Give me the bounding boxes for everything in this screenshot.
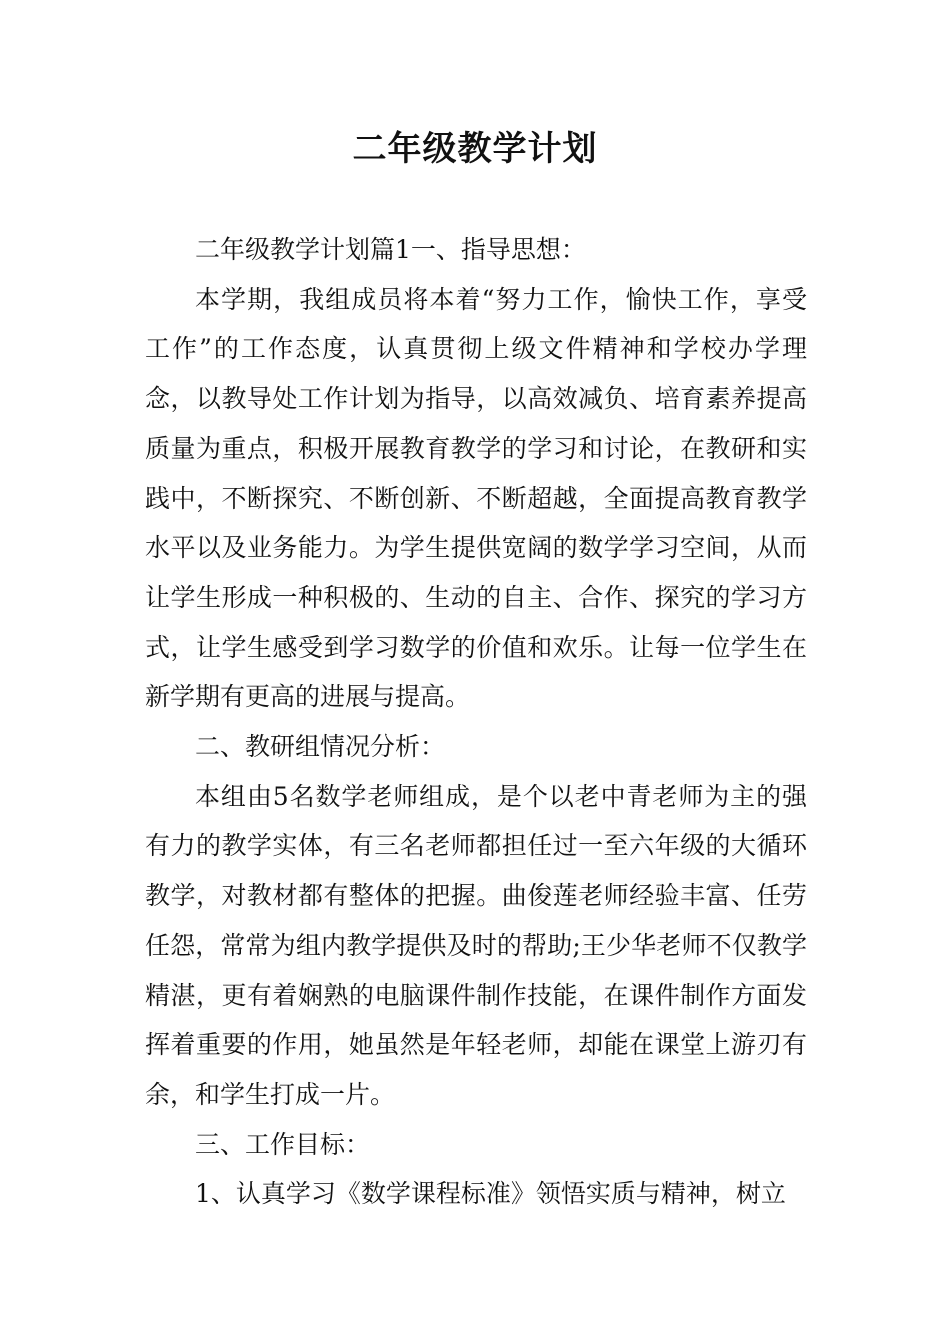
- paragraph-intro-heading: 二年级教学计划篇1一、指导思想：: [195, 235, 586, 264]
- paragraph-goal-1: 1、认真学习《数学课程标准》领悟实质与精神，树立: [195, 1179, 786, 1209]
- paragraph-guiding-thought: 本学期，我组成员将本着“努力工作，愉快工作，享受工作”的工作态度，认真贯彻上级文件精神和学校办学理念，以教导处工作计划为指导，以高效减负、培育素养提高质量为重点，积极开展教育教学的学习和讨论，在教研和实践中，不断探究、不断创新、不断超越，全面提高教育教学水平以及业务能力。为学生提供宽阔的数学学习空间，从而让学生形成一种积极的、生动的自主、合作、探究的学习方式，让学生感受到学习数学的价值和欢乐。让每一位学生在新学期有更高的进展与提高。: [145, 284, 807, 712]
- paragraph-section-2-heading: 二、教研组情况分析：: [195, 732, 446, 762]
- paragraph-section-3-heading: 三、工作目标：: [195, 1129, 371, 1159]
- paragraph-group-analysis: 本组由5名数学老师组成，是个以老中青老师为主的强有力的教学实体，有三名老师都担任过一至六年级的大循环教学，对教材都有整体的把握。曲俊莲老师经验丰富、任劳任怨，常常为组内教学提供及时的帮助;王少华老师不仅教学精湛，更有着娴熟的电脑课件制作技能，在课件制作方面发挥着重要的作用，她虽然是年轻老师，却能在课堂上游刃有余，和学生打成一片。: [145, 781, 807, 1109]
- document-title: 二年级教学计划: [352, 129, 598, 169]
- document-body: [145, 225, 807, 1219]
